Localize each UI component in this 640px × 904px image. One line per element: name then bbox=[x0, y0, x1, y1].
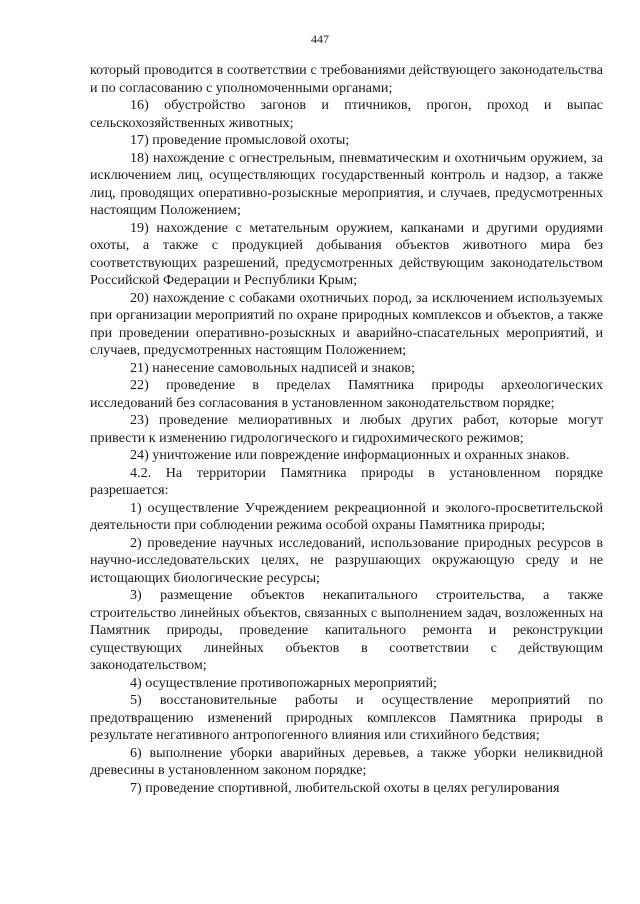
section-4-2-heading: 4.2. На территории Памятника природы в установленном порядке разрешается: bbox=[90, 464, 603, 498]
list-item-23: 23) проведение мелиоративных и любых других работ, которые могут привести к изменению гидрологического и гидрохимического режимов; bbox=[90, 412, 603, 446]
list-item-19: 19) нахождение с метательным оружием, капканами и другими орудиями охоты, а также с продукцией добывания объектов животного мира без соответствующих разрешений, предусмотренных действующим законодательством Российской Федерации и Республики Крым; bbox=[90, 219, 603, 288]
page-number: 447 bbox=[311, 32, 329, 46]
allowed-item-2: 2) проведение научных исследований, использование природных ресурсов в научно-исследовательских целях, не разрушающих окружающую среду и не истощающих биологические ресурсы; bbox=[90, 534, 603, 586]
allowed-item-6: 6) выполнение уборки аварийных деревьев, а также уборки неликвидной древесины в установленном законом порядке; bbox=[90, 744, 603, 778]
list-item-20: 20) нахождение с собаками охотничьих пород, за исключением используемых при организации мероприятий по охране природных комплексов и объектов, а также при проведении оперативно-розыскных и аварийно-спасательных мероприятий, и случаев, предусмотренных настоящим Положением; bbox=[90, 289, 603, 358]
document-body bbox=[90, 62, 603, 797]
allowed-item-7: 7) проведение спортивной, любительской охоты в целях регулирования bbox=[130, 779, 560, 796]
list-item-17: 17) проведение промысловой охоты; bbox=[130, 132, 350, 148]
list-item-24: 24) уничтожение или повреждение информационных и охранных знаков. bbox=[130, 447, 570, 463]
allowed-item-3: 3) размещение объектов некапитального строительства, а также строительство линейных объектов, связанных с выполнением задач, возложенных на Памятник природы, проведение капитального ремонта и реконструкции существующих линейных объектов в соответствии с действующим законодательством; bbox=[90, 587, 603, 673]
allowed-item-5: 5) восстановительные работы и осуществление мероприятий по предотвращению изменений природных комплексов Памятника природы в результате негативного антропогенного влияния или стихийного бедствия; bbox=[90, 692, 603, 743]
list-item-18: 18) нахождение с огнестрельным, пневматическим и охотничьим оружием, за исключением лиц, осуществляющих государственный контроль и надзор, а также лиц, проводящих оперативно-розыскные мероприятия, и случаев, предусмотренных настоящим Положением; bbox=[90, 149, 603, 218]
list-item-21: 21) нанесение самовольных надписей и знаков; bbox=[130, 359, 415, 376]
list-item-16: 16) обустройство загонов и птичников, прогон, проход и выпас сельскохозяйственных животных; bbox=[90, 97, 603, 131]
allowed-item-1: 1) осуществление Учреждением рекреационной и эколого-просветительской деятельности при соблюдении режима особой охраны Памятника природы; bbox=[90, 499, 603, 533]
paragraph-continuation: который проводится в соответствии с требованиями действующего законодательства и по согласованию с уполномоченными органами; bbox=[90, 62, 603, 96]
allowed-item-4: 4) осуществление противопожарных мероприятий; bbox=[130, 674, 437, 691]
list-item-22: 22) проведение в пределах Памятника природы археологических исследований без согласования в установленном законодательством порядке; bbox=[90, 377, 603, 411]
